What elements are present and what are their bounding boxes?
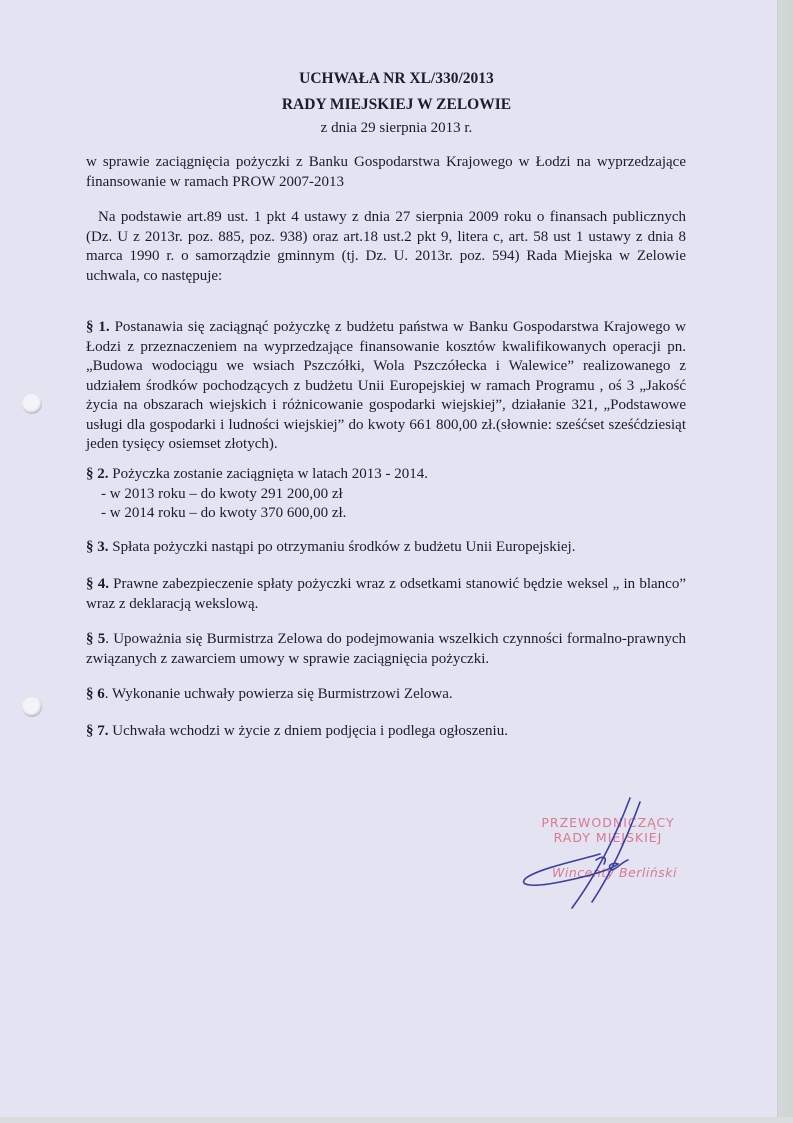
section-label: § 4. — [86, 576, 109, 592]
section-label: § 5 — [86, 631, 106, 647]
legal-basis: Na podstawie art.89 ust. 1 pkt 4 ustawy z dnia 27 sierpnia 2009 roku o finansach publicznych (Dz. U z 2013r. poz. 885, poz. 938) oraz art.18 ust.2 pkt 9, litera c, art. 58 ust 1 ustawy z dnia 8 marca 1990 r. o samorządzie gminnym (tj. Dz. U. 2013r. poz. 594) Rada Miejska w Zelowie uchwala, co następuje: — [86, 209, 686, 284]
section-label: § 2. — [86, 466, 109, 482]
section-text: Uchwała wchodzi w życie z dniem podjęcia i podlega ogłoszeniu. — [108, 723, 508, 739]
stamp-line-2: RADY MIEJSKIEJ — [553, 830, 663, 845]
scan-edge-strip — [777, 0, 793, 1123]
section-text: Pożyczka zostanie zaciągnięta w latach 2013 - 2014. — [108, 466, 428, 482]
section-label: § 7. — [86, 723, 109, 739]
installment-2014: - w 2014 roku – do kwoty 370 600,00 zł. — [101, 505, 347, 521]
section-text: Postanawia się zaciągnąć pożyczkę z budżetu państwa w Banku Gospodarstwa Krajowego w Łodzi z przeznaczeniem na wyprzedzające finansowanie kosztów kwalifikowanych operacji pn. „Budowa wodociągu we wsiach Pszczółki, Wola Pszczółecka i Walewice” realizowanego z udziałem środków pochodzących z budżetu Unii Europejskiej w ramach Programu , oś 3 „Jakość życia na obszarach wiejskich i różnicowanie gospodarki wiejskiej”, działanie 321, „Podstawowe usługi dla gospodarki i ludności wiejskiej” do kwoty 661 800,00 zł.(słownie: sześćset sześćdziesiąt jeden tysięcy osiemset złotych). — [86, 319, 687, 452]
signature-stroke-3 — [524, 854, 628, 885]
installment-2013: - w 2013 roku – do kwoty 291 200,00 zł — [101, 485, 343, 502]
resolution-title: UCHWAŁA NR XL/330/2013 — [299, 70, 494, 87]
section-text: . Wykonanie uchwały powierza się Burmistrzowi Zelowa. — [104, 686, 453, 702]
resolution-issuer: RADY MIEJSKIEJ W ZELOWIE — [281, 96, 512, 113]
section-5 — [86, 630, 686, 669]
section-label: § 1. — [86, 319, 110, 335]
stamp-name: Wincenty Berliński — [552, 865, 678, 880]
signature-stroke-2 — [592, 802, 640, 902]
punch-hole-bottom — [22, 697, 42, 717]
resolution-date: z dnia 29 sierpnia 2013 r. — [320, 120, 473, 136]
section-6 — [86, 685, 686, 705]
section-label: § 6 — [86, 686, 105, 702]
section-label: § 3. — [86, 539, 109, 555]
handwritten-signature — [500, 790, 700, 920]
section-3 — [86, 538, 686, 558]
punch-hole-top — [22, 394, 42, 414]
stamp-line-1: PRZEWODNICZĄCY — [541, 815, 675, 830]
section-1 — [86, 318, 686, 455]
signature-stroke-1 — [572, 798, 630, 908]
scan-edge-bottom — [0, 1117, 793, 1123]
section-text: Prawne zabezpieczenie spłaty pożyczki wraz z odsetkami stanowić będzie weksel „ in blanco” wraz z deklaracją wekslową. — [86, 576, 687, 612]
resolution-subject: w sprawie zaciągnięcia pożyczki z Banku Gospodarstwa Krajowego w Łodzi na wyprzedzające finansowanie w ramach PROW 2007-2013 — [86, 154, 686, 190]
section-2 — [86, 465, 686, 524]
section-text: . Upoważnia się Burmistrza Zelowa do podejmowania wszelkich czynności formalno-prawnych związanych z zawarciem umowy w sprawie zaciągnięcia pożyczki. — [86, 631, 687, 667]
section-4 — [86, 575, 686, 614]
section-7 — [86, 722, 686, 742]
section-text: Spłata pożyczki nastąpi po otrzymaniu środków z budżetu Unii Europejskiej. — [108, 539, 576, 555]
